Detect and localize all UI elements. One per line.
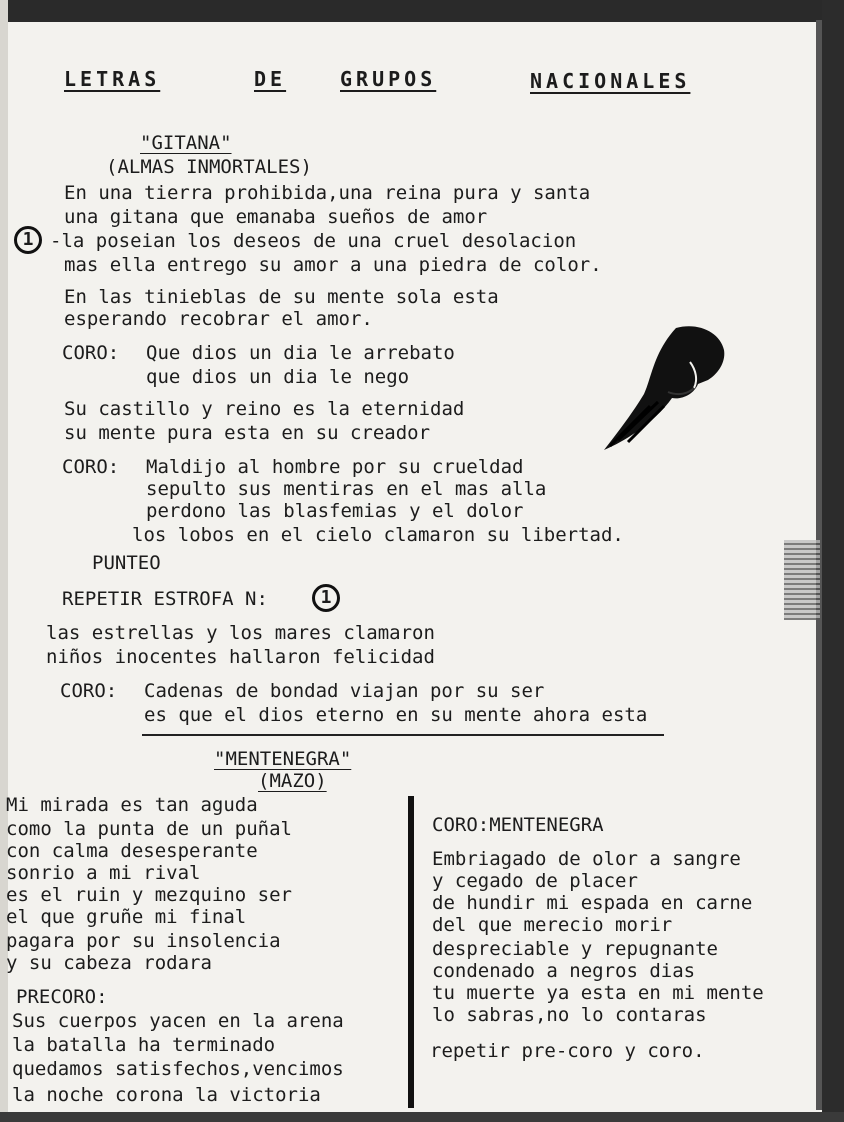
lyric-line: lo sabras,no lo contaras [432,1004,707,1026]
lyric-line: una gitana que emanaba sueños de amor [64,206,488,228]
verse-marker-circle: 1 [312,584,340,612]
title-word-grupos: GRUPOS [340,67,437,91]
lyric-line: pagara por su insolencia [6,930,281,952]
lyric-line: la noche corona la victoria [12,1084,321,1106]
lyric-line: Mi mirada es tan aguda [6,794,258,816]
lyric-line: perdono las blasfemias y el dolor [146,500,524,522]
title-word-de: DE [254,67,287,91]
song2-band: (MAZO) [258,770,327,792]
coro-label: CORO: [62,456,120,478]
lyric-line: del que merecio morir [432,914,673,936]
woman-sketch-drawing [598,322,728,452]
section-divider [142,734,664,736]
lyric-line: los lobos en el cielo clamaron su libertad. [132,524,624,546]
lyric-line: que dios un dia le nego [146,366,410,388]
verse-marker-circle: 1 [14,226,42,254]
scan-bottom-edge [0,1112,844,1122]
precoro-label: PRECORO: [16,986,108,1008]
lyric-line: tu muerte ya esta en mi mente [432,982,764,1004]
song1-title: "GITANA" [140,132,232,154]
lyric-line: sonrio a mi rival [6,862,201,884]
lyric-line: y su cabeza rodara [6,952,212,974]
scan-top-edge [0,0,844,22]
lyric-line: Sus cuerpos yacen en la arena [12,1010,344,1032]
lyric-line: las estrellas y los mares clamaron [46,622,435,644]
lyric-line: Embriagado de olor a sangre [432,848,741,870]
lyric-line: niños inocentes hallaron felicidad [46,646,435,668]
lyric-line: -la poseian los deseos de una cruel desolacion [50,230,577,252]
coro-label: CORO: [60,680,118,702]
lyric-line: el que gruñe mi final [6,906,247,928]
coro-label: CORO: [62,342,120,364]
lyric-line: mas ella entrego su amor a una piedra de color. [64,254,602,276]
coro-label: CORO:MENTENEGRA [432,814,604,836]
title-word-nacionales: NACIONALES [530,69,691,93]
lyric-line: Maldijo al hombre por su crueldad [146,456,524,478]
lyric-line: es que el dios eterno en su mente ahora esta [144,704,648,726]
lyric-line: es el ruin y mezquino ser [6,884,292,906]
title-word-letras: LETRAS [64,67,161,91]
lyric-line: sepulto sus mentiras en el mas alla [146,478,547,500]
lyric-line: despreciable y repugnante [432,938,718,960]
punteo-label: PUNTEO [92,552,161,574]
lyric-line: y cegado de placer [432,870,638,892]
lyric-line: quedamos satisfechos,vencimos [12,1058,344,1080]
song1-band: (ALMAS INMORTALES) [106,156,312,178]
lyric-line: Su castillo y reino es la eternidad [64,398,465,420]
lyric-line: Que dios un dia le arrebato [146,342,455,364]
lyric-line: Cadenas de bondad viajan por su ser [144,680,545,702]
scan-right-edge [822,0,844,1122]
lyric-line: como la punta de un puñal [6,818,292,840]
lyric-line: En una tierra prohibida,una reina pura y santa [64,182,591,204]
lyric-line: con calma desesperante [6,840,258,862]
song2-title: "MENTENEGRA" [214,748,352,770]
lyric-line: la batalla ha terminado [12,1034,276,1056]
lyric-line: condenado a negros dias [432,960,696,982]
lyric-line: su mente pura esta en su creador [64,422,431,444]
lyric-line: de hundir mi espada en carne [432,892,753,914]
lyric-line: esperando recobrar el amor. [64,308,373,330]
repeat-note: repetir pre-coro y coro. [430,1040,705,1062]
scan-smudge [784,540,820,620]
lyric-line: En las tinieblas de su mente sola esta [64,286,499,308]
repetir-label: REPETIR ESTROFA N: [62,588,268,610]
column-divider [408,796,414,1108]
